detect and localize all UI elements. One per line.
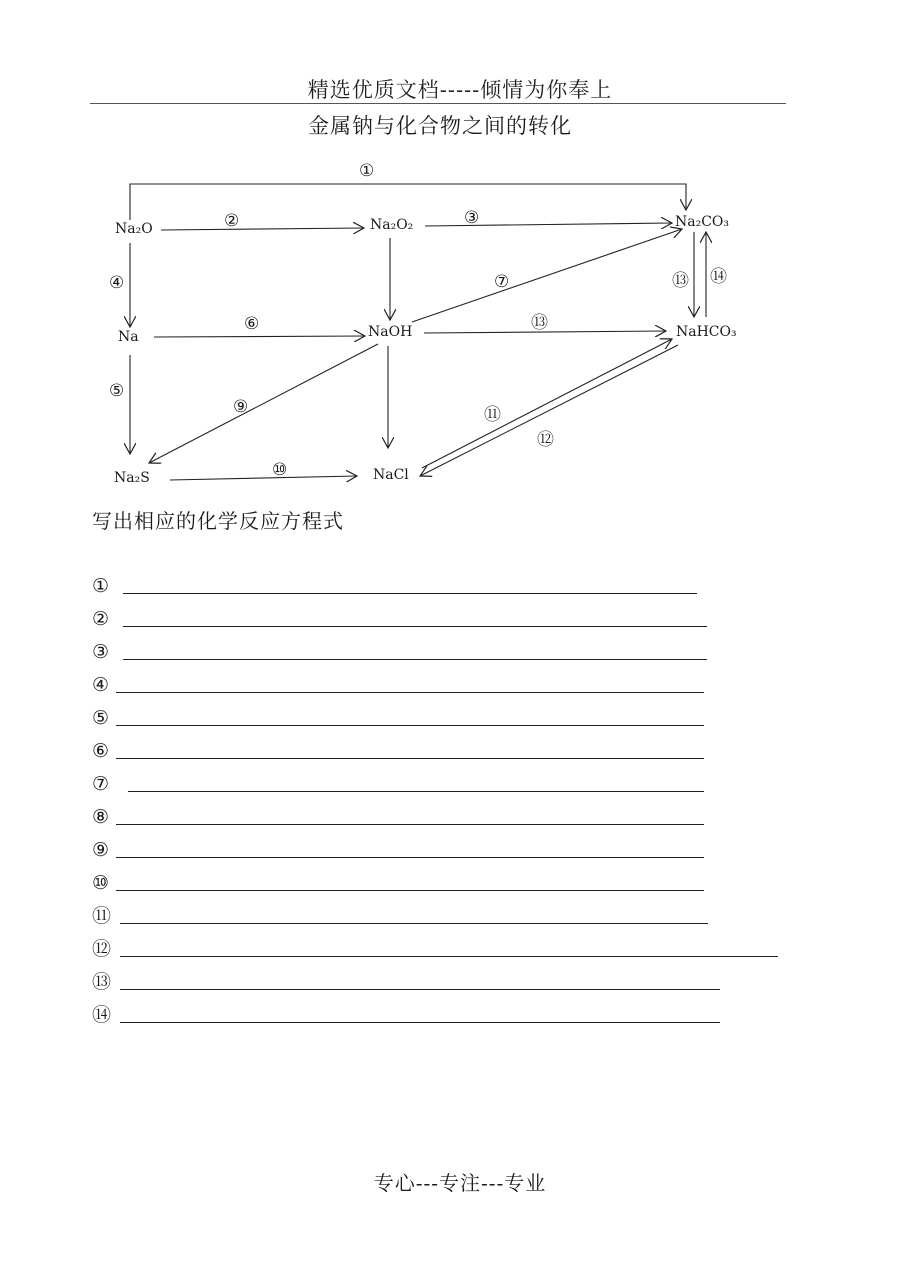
answer-line-number: ②	[92, 608, 110, 630]
label-10: ⑩	[272, 460, 288, 480]
arrow-7	[412, 229, 682, 322]
node-na2s: Na₂S	[114, 470, 150, 486]
arrow-2	[161, 228, 364, 230]
arrow-9	[149, 344, 378, 463]
node-naoh: NaOH	[368, 324, 413, 340]
arrow-10	[170, 476, 357, 480]
answer-blank[interactable]	[120, 923, 708, 924]
answer-blank[interactable]	[123, 626, 707, 627]
answer-line	[92, 570, 697, 598]
answer-line-number: ⑬	[92, 971, 112, 993]
label-3: ③	[464, 208, 480, 228]
label-5: ⑤	[109, 381, 125, 401]
label-11: ⑪	[484, 405, 501, 425]
answer-blank[interactable]	[123, 593, 697, 594]
sodium-conversion-diagram	[0, 150, 920, 495]
answer-line	[92, 768, 704, 796]
answer-line-number: ⑩	[92, 872, 110, 894]
node-na2o: Na₂O	[115, 221, 153, 237]
page-title: 金属钠与化合物之间的转化	[308, 114, 572, 138]
answer-line	[92, 867, 704, 895]
answer-line-number: ⑨	[92, 839, 110, 861]
label-14: ⑭	[710, 267, 727, 287]
answer-blank[interactable]	[116, 725, 704, 726]
answer-blank[interactable]	[120, 989, 720, 990]
answer-blank[interactable]	[116, 890, 704, 891]
answer-line	[92, 801, 704, 829]
answer-line	[92, 900, 708, 928]
arrow-6	[154, 336, 365, 337]
answer-line	[92, 702, 704, 730]
label-1: ①	[359, 161, 375, 181]
answer-blank[interactable]	[116, 857, 704, 858]
label-2: ②	[224, 211, 240, 231]
answer-line-number: ⑤	[92, 707, 110, 729]
node-na2co3: Na₂CO₃	[675, 214, 730, 230]
answer-blank[interactable]	[123, 659, 707, 660]
answer-blank[interactable]	[116, 758, 704, 759]
answer-line	[92, 999, 720, 1027]
answer-line	[92, 735, 704, 763]
answer-blank[interactable]	[116, 692, 704, 693]
answer-line-number: ①	[92, 575, 110, 597]
answer-line-number: ④	[92, 674, 110, 696]
answer-line	[92, 933, 778, 961]
answer-line	[92, 834, 704, 862]
answer-blank[interactable]	[128, 791, 704, 792]
answer-blank[interactable]	[116, 824, 704, 825]
answer-line-number: ③	[92, 641, 110, 663]
answer-line-number: ⑭	[92, 1004, 112, 1026]
node-na: Na	[118, 329, 139, 345]
answer-blank[interactable]	[120, 1022, 720, 1023]
label-9: ⑨	[233, 397, 249, 417]
label-13: ⑬	[531, 313, 548, 333]
node-nahco3: NaHCO₃	[676, 324, 737, 340]
answer-line-number: ⑫	[92, 938, 112, 960]
label-12: ⑫	[537, 430, 554, 450]
label-7: ⑦	[494, 272, 510, 292]
page-header: 精选优质文档-----倾情为你奉上	[307, 78, 613, 102]
arrow-3	[425, 223, 672, 226]
header-divider	[90, 103, 786, 104]
answer-line	[92, 603, 707, 631]
node-na2o2: Na₂O₂	[370, 217, 414, 233]
arrow-1	[130, 184, 686, 220]
answer-line	[92, 966, 720, 994]
page-footer: 专心---专注---专业	[373, 1171, 547, 1195]
instruction-text: 写出相应的化学反应方程式	[92, 509, 344, 533]
label-13-vertical: ⑬	[672, 271, 689, 291]
answer-line-number: ⑪	[92, 905, 112, 927]
answer-line-number: ⑦	[92, 773, 110, 795]
arrow-12	[420, 345, 678, 476]
label-6: ⑥	[244, 314, 260, 334]
answer-line	[92, 669, 704, 697]
answer-blank[interactable]	[120, 956, 778, 957]
node-nacl: NaCl	[373, 467, 409, 483]
answer-line-number: ⑧	[92, 806, 110, 828]
label-4: ④	[109, 273, 125, 293]
answer-line	[92, 636, 707, 664]
answer-line-number: ⑥	[92, 740, 110, 762]
